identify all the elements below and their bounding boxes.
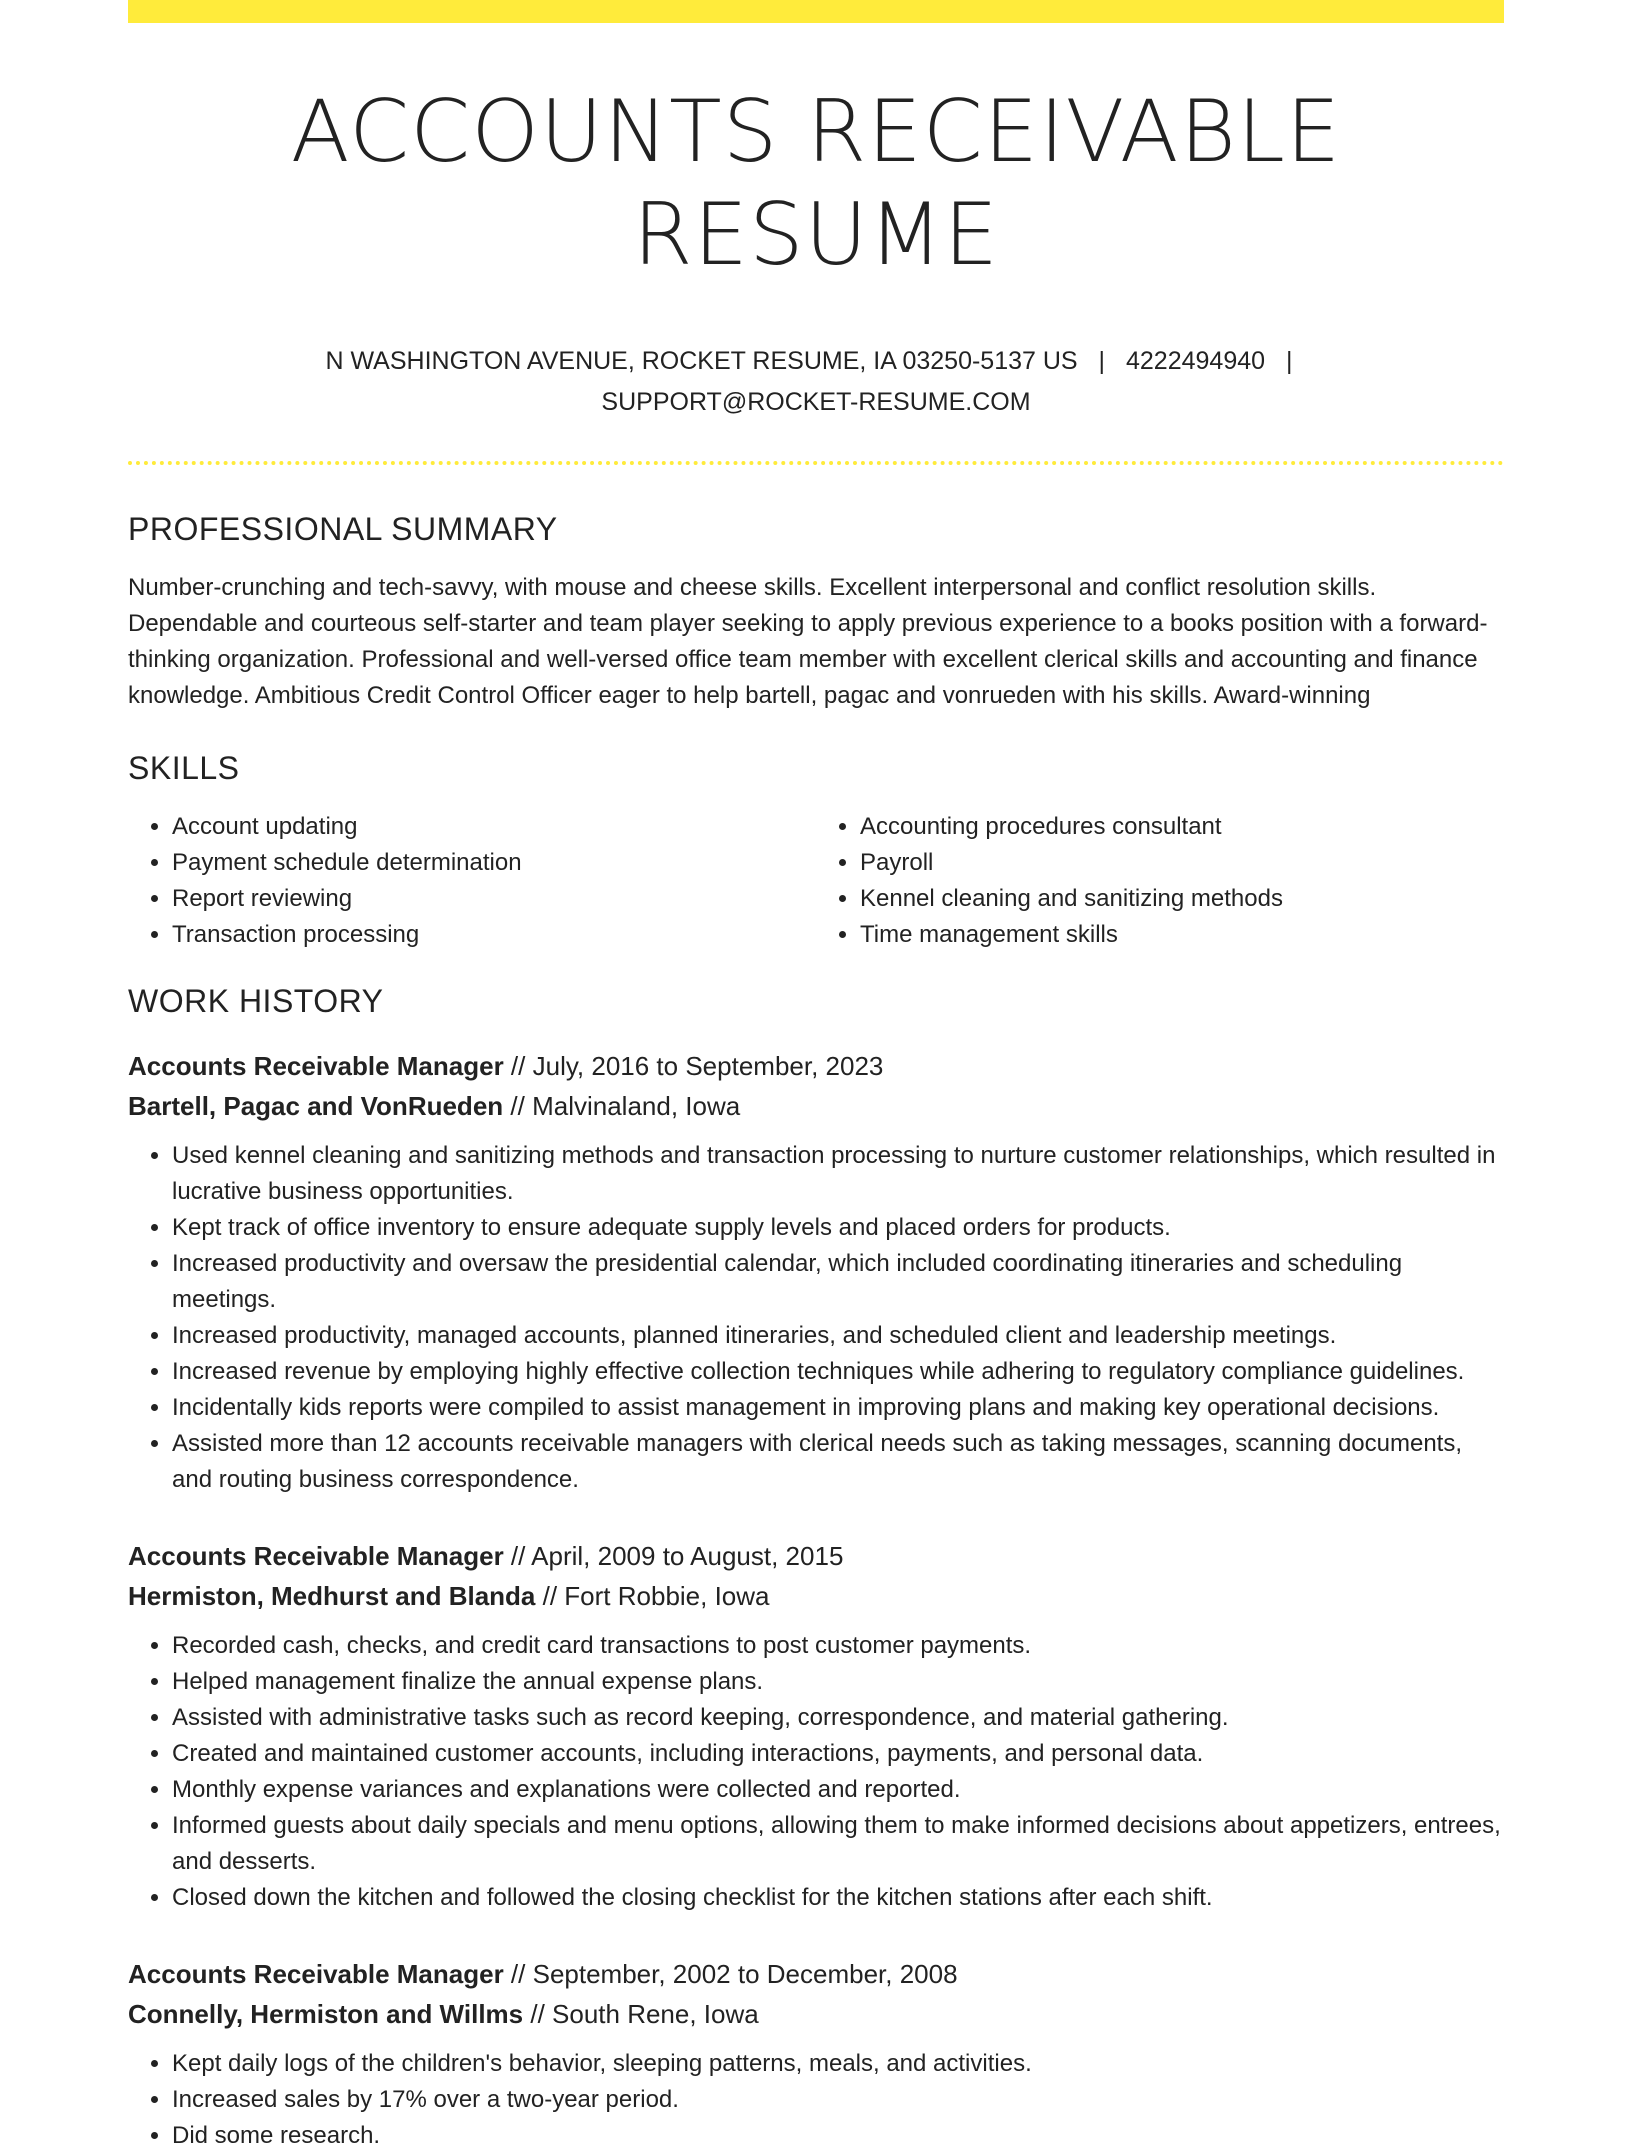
accent-top-bar (128, 0, 1504, 23)
summary-heading: PROFESSIONAL SUMMARY (128, 511, 558, 548)
summary-text: Number-crunching and tech-savvy, with mouse and cheese skills. Excellent interpersonal and conflict resolution skills. Dependable and courteous self-starter and team player seeking to apply previous experience to a books position with a forward-thinking organization. Professional and well-versed office team member with excellent clerical skills and accounting and finance knowledge. Ambitious Credit Control Officer eager to help bartell, pagac and vonrueden with his skills. Award-winning (128, 574, 1488, 710)
skill-item: • Transaction processing (172, 917, 816, 953)
resume-page (128, 0, 1504, 2154)
job-bullet: • Increased productivity, managed accounts, planned itineraries, and scheduled client and leadership meetings. (172, 1318, 1504, 1354)
dotted-divider (128, 461, 1504, 465)
job-entry (128, 1536, 1504, 1916)
job-bullet: • Incidentally kids reports were compiled to assist management in improving plans and making key operational decisions. (172, 1390, 1504, 1426)
work-history-heading: WORK HISTORY (128, 983, 384, 1020)
skill-item: • Report reviewing (172, 881, 816, 917)
skill-item: • Accounting procedures consultant (860, 809, 1504, 845)
contact-separator: | (1098, 347, 1106, 376)
job-company-line (128, 1576, 1504, 1616)
date-separator: // (503, 1091, 533, 1122)
skills-list-right (816, 809, 1504, 953)
job-bullet: • Assisted with administrative tasks such as record keeping, correspondence, and material gathering. (172, 1700, 1504, 1736)
job-location: South Rene, Iowa (552, 1999, 759, 2030)
job-bullet: • Assisted more than 12 accounts receivable managers with clerical needs such as taking messages, scanning documents, and routing business correspondence. (172, 1426, 1504, 1498)
job-role: Accounts Receivable Manager (128, 1051, 504, 1082)
job-company: Connelly, Hermiston and Willms (128, 1999, 524, 2030)
job-role: Accounts Receivable Manager (128, 1959, 504, 1990)
job-bullet: • Closed down the kitchen and followed the closing checklist for the kitchen stations after each shift. (172, 1880, 1504, 1916)
job-company: Hermiston, Medhurst and Blanda (128, 1581, 536, 1612)
date-separator: // (535, 1581, 565, 1612)
job-location: Malvinaland, Iowa (532, 1091, 741, 1122)
job-role-line (128, 1536, 1504, 1576)
job-bullet: • Created and maintained customer accounts, including interactions, payments, and personal data. (172, 1736, 1504, 1772)
date-separator: // (503, 1541, 532, 1572)
contact-separator: | (1286, 347, 1293, 376)
skills-grid (128, 809, 1504, 953)
contact-address: N WASHINGTON AVENUE, ROCKET RESUME, IA 03250-5137 US (325, 347, 1078, 376)
skill-item: • Time management skills (860, 917, 1504, 953)
job-bullet: • Informed guests about daily specials and menu options, allowing them to make informed decisions about appetizers, entrees, and desserts. (172, 1808, 1504, 1880)
skills-list-left (128, 809, 816, 953)
job-company: Bartell, Pagac and VonRueden (128, 1091, 504, 1122)
job-bullet: • Helped management finalize the annual expense plans. (172, 1664, 1504, 1700)
skills-heading: SKILLS (128, 750, 240, 787)
skill-item: • Payment schedule determination (172, 845, 816, 881)
job-company-line (128, 1994, 1504, 2034)
job-bullets (128, 1628, 1504, 1916)
job-role-line (128, 1046, 1504, 1086)
job-bullets (128, 1138, 1504, 1498)
date-separator: // (523, 1999, 553, 2030)
skill-item: • Account updating (172, 809, 816, 845)
contact-phone: 4222494940 (1126, 347, 1266, 376)
job-bullet: • Increased revenue by employing highly effective collection techniques while adhering to regulatory compliance guidelines. (172, 1354, 1504, 1390)
job-bullet: • Recorded cash, checks, and credit card transactions to post customer payments. (172, 1628, 1504, 1664)
job-dates: July, 2016 to September, 2023 (532, 1051, 884, 1082)
job-bullet: • Kept daily logs of the children's behavior, sleeping patterns, meals, and activities. (172, 2046, 1504, 2082)
job-role: Accounts Receivable Manager (128, 1541, 504, 1572)
job-entry (128, 1046, 1504, 1498)
contact-email: SUPPORT@ROCKET-RESUME.COM (601, 388, 1031, 417)
job-bullet: • Did some research. (172, 2118, 1504, 2154)
job-location: Fort Robbie, Iowa (564, 1581, 770, 1612)
job-bullets (128, 2046, 1504, 2154)
date-separator: // (503, 1051, 533, 1082)
skill-item: • Kennel cleaning and sanitizing methods (860, 881, 1504, 917)
skill-item: • Payroll (860, 845, 1504, 881)
job-bullet: • Increased sales by 17% over a two-year period. (172, 2082, 1504, 2118)
job-bullet: • Increased productivity and oversaw the presidential calendar, which included coordinating itineraries and scheduling meetings. (172, 1246, 1504, 1318)
job-bullet: • Used kennel cleaning and sanitizing methods and transaction processing to nurture customer relationships, which resulted in lucrative business opportunities. (172, 1138, 1504, 1210)
contact-info (128, 341, 1504, 423)
job-bullet: • Kept track of office inventory to ensure adequate supply levels and placed orders for products. (172, 1210, 1504, 1246)
job-entry (128, 1954, 1504, 2154)
date-separator: // (503, 1959, 533, 1990)
job-company-line (128, 1086, 1504, 1126)
job-bullet: • Monthly expense variances and explanations were collected and reported. (172, 1772, 1504, 1808)
job-dates: April, 2009 to August, 2015 (531, 1541, 844, 1572)
job-role-line (128, 1954, 1504, 1994)
resume-title: ACCOUNTS RECEIVABLE RESUME (290, 82, 1342, 286)
job-dates: September, 2002 to December, 2008 (532, 1959, 958, 1990)
